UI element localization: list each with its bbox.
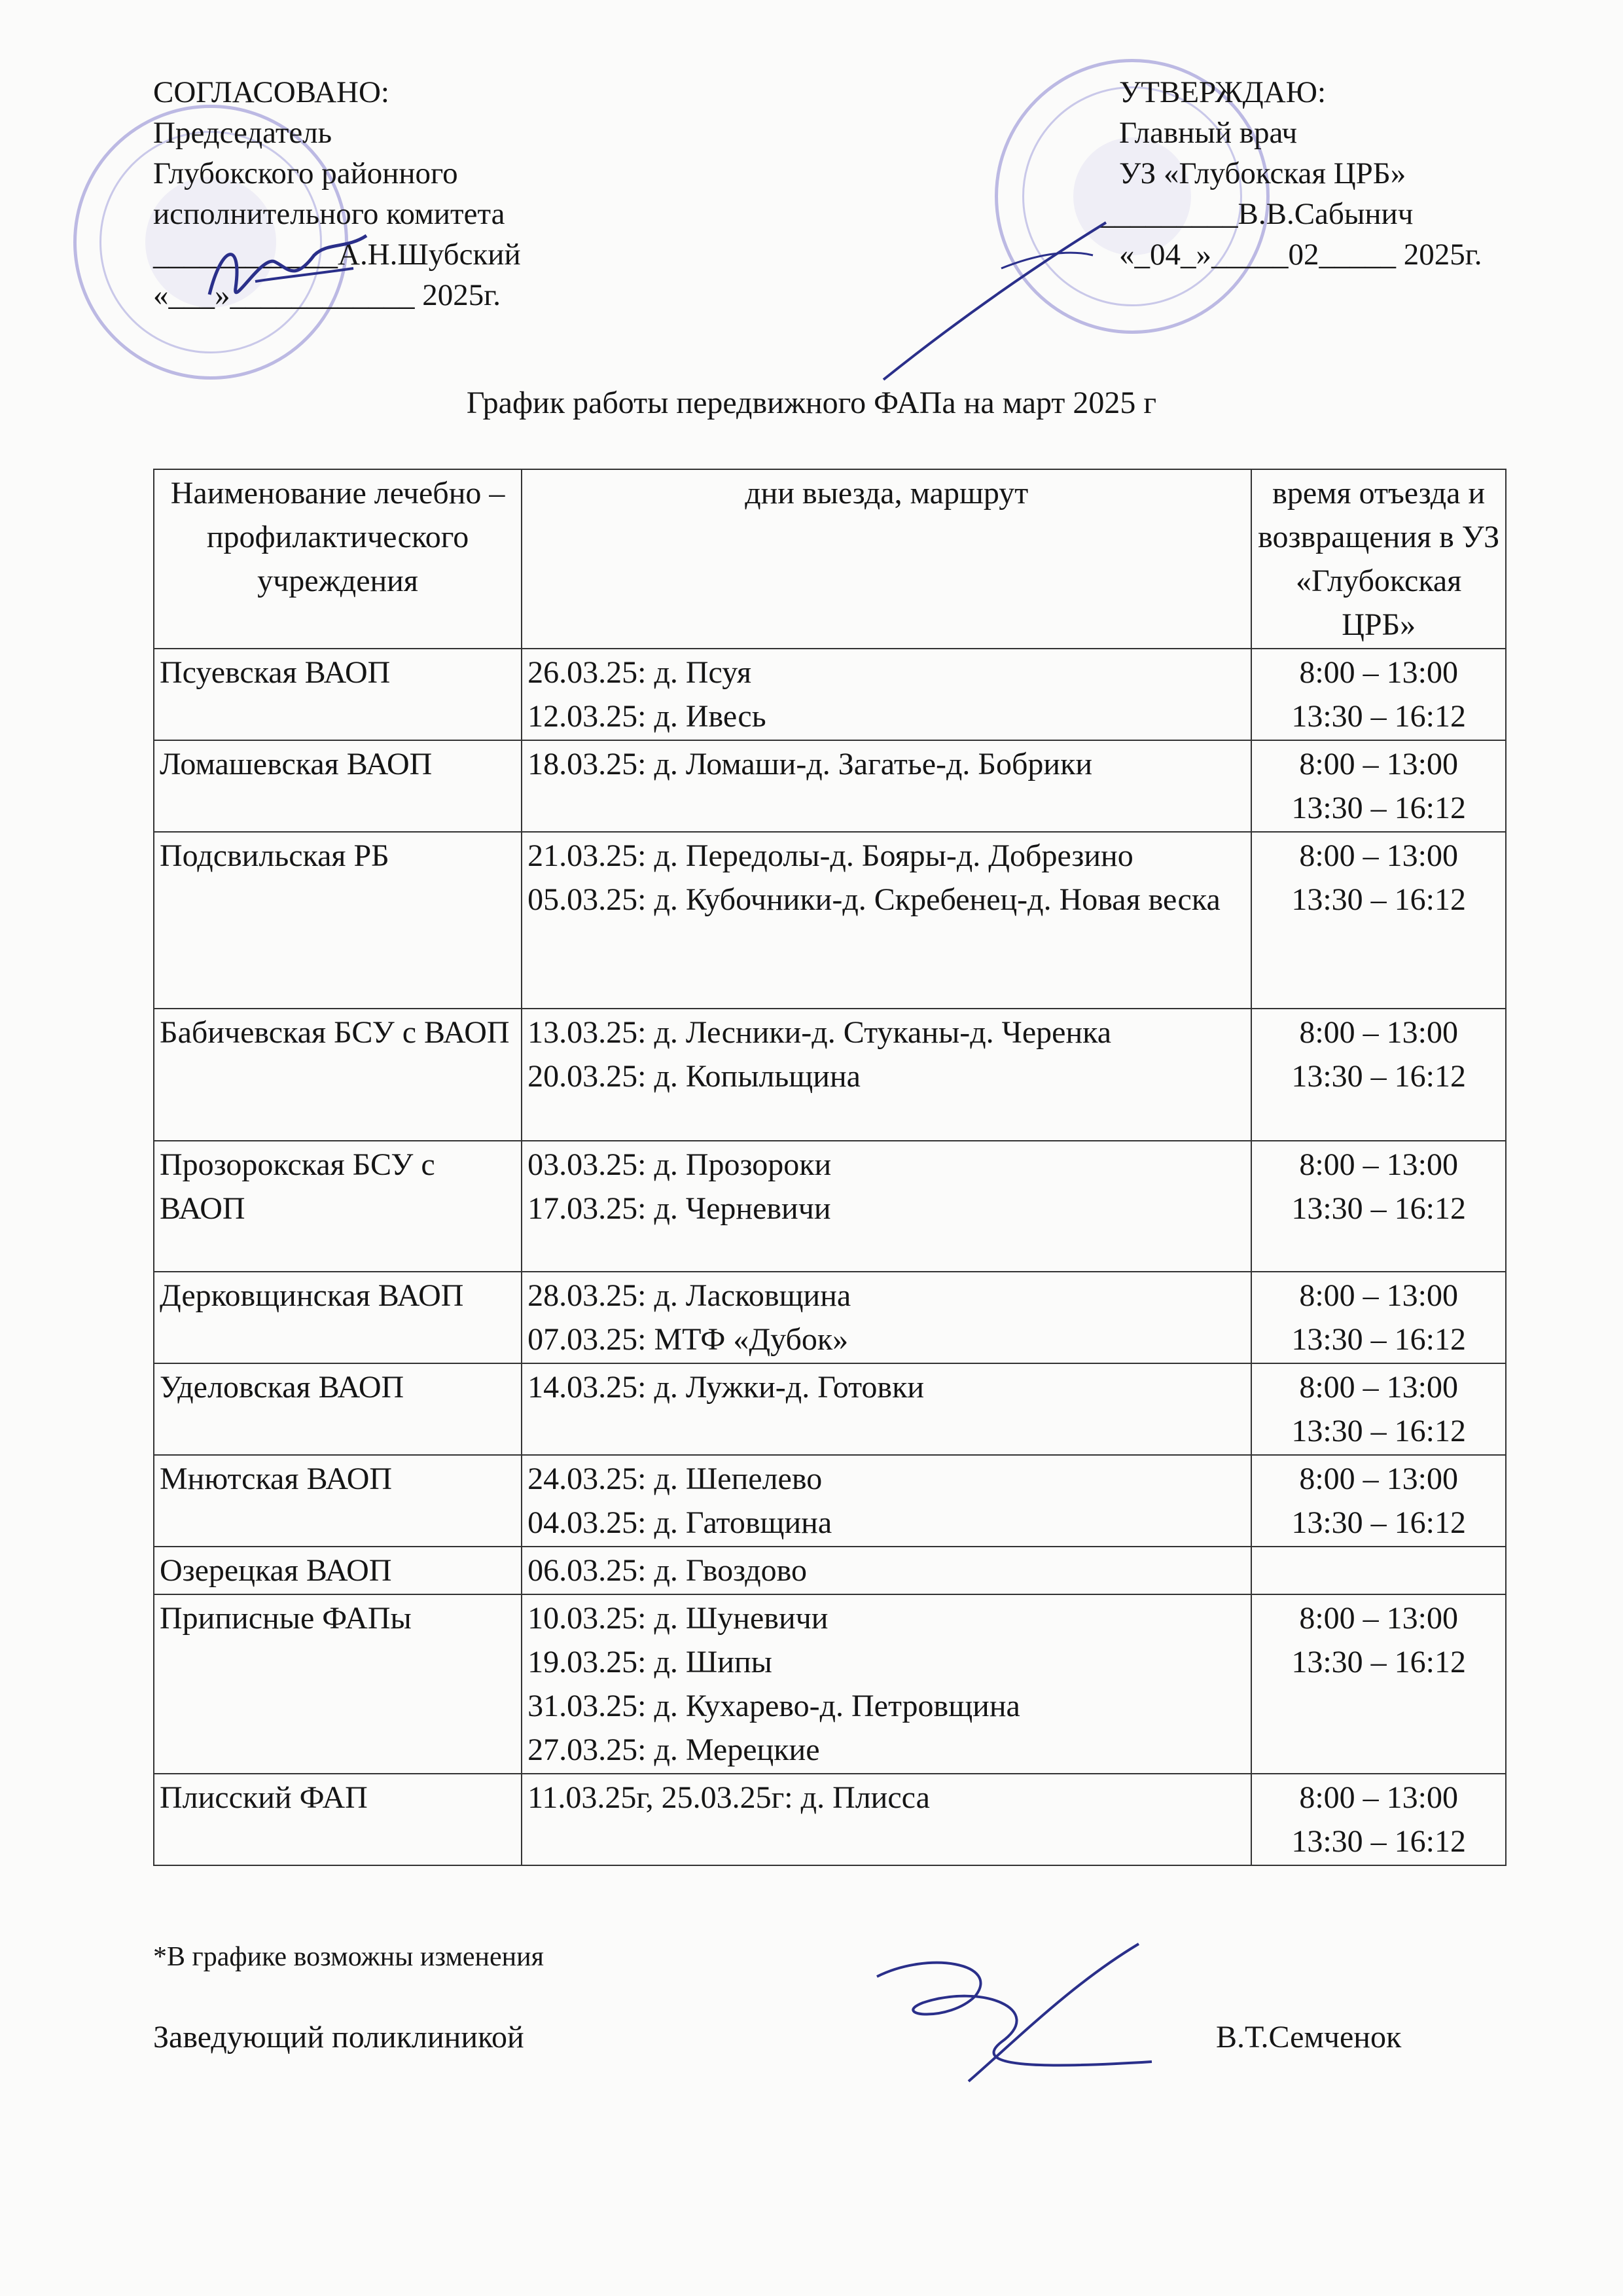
route-line: 06.03.25: д. Гвоздово <box>527 1553 807 1588</box>
time-line: 13:30 – 16:12 <box>1291 1191 1466 1226</box>
route-cell <box>522 832 1251 1009</box>
footer-signature-image <box>851 1937 1165 2094</box>
route-line: 11.03.25г, 25.03.25г: д. Плисса <box>527 1780 930 1815</box>
table-row <box>154 832 1506 1009</box>
approval-right-line: УЗ «Глубокская ЦРБ» <box>1119 156 1406 190</box>
time-line: 8:00 – 13:00 <box>1299 747 1458 781</box>
time-line: 13:30 – 16:12 <box>1291 1824 1466 1859</box>
approval-left-line: исполнительного комитета <box>153 197 505 231</box>
institution-cell: Плисский ФАП <box>154 1774 522 1865</box>
time-cell <box>1251 1547 1506 1594</box>
table-row <box>154 1594 1506 1774</box>
time-line: 8:00 – 13:00 <box>1299 1601 1458 1636</box>
time-cell <box>1251 1141 1506 1272</box>
table-row <box>154 1009 1506 1141</box>
approval-left-heading: СОГЛАСОВАНО: <box>153 75 389 109</box>
route-line: 19.03.25: д. Шипы <box>527 1645 772 1679</box>
route-line: 28.03.25: д. Ласковщина <box>527 1278 851 1313</box>
time-line: 13:30 – 16:12 <box>1291 882 1466 917</box>
approval-right-signature-line: _________В.В.Сабынич <box>1099 197 1414 231</box>
footnote: *В графике возможны изменения <box>153 1942 544 1972</box>
route-cell <box>522 1774 1251 1865</box>
time-line: 13:30 – 16:12 <box>1291 699 1466 734</box>
time-cell <box>1251 1363 1506 1455</box>
table-row <box>154 740 1506 832</box>
route-line: 27.03.25: д. Мерецкие <box>527 1732 820 1767</box>
time-line: 8:00 – 13:00 <box>1299 1147 1458 1182</box>
document-title: График работы передвижного ФАПа на март 2025 г <box>466 386 1157 420</box>
table-header-row <box>154 469 1506 649</box>
route-line: 03.03.25: д. Прозороки <box>527 1147 832 1182</box>
time-line: 13:30 – 16:12 <box>1291 1645 1466 1679</box>
approval-right-date-line: «_04_»_____02_____ 2025г. <box>1119 238 1482 272</box>
time-cell <box>1251 740 1506 832</box>
route-cell <box>522 1009 1251 1141</box>
time-cell <box>1251 1774 1506 1865</box>
route-cell <box>522 1141 1251 1272</box>
route-line: 24.03.25: д. Шепелево <box>527 1462 823 1496</box>
institution-cell: Псуевская ВАОП <box>154 649 522 740</box>
time-line: 8:00 – 13:00 <box>1299 655 1458 690</box>
time-cell <box>1251 832 1506 1009</box>
time-line: 13:30 – 16:12 <box>1291 1505 1466 1540</box>
header-institution: Наименование лечебно – профилактического учреждения <box>154 469 522 649</box>
footer-position: Заведующий поликлиникой <box>153 2020 524 2054</box>
route-line: 21.03.25: д. Передолы-д. Бояры-д. Добрезино <box>527 838 1133 873</box>
route-line: 10.03.25: д. Шуневичи <box>527 1601 829 1636</box>
institution-cell: Мнютская ВАОП <box>154 1455 522 1547</box>
institution-cell: Ломашевская ВАОП <box>154 740 522 832</box>
time-cell <box>1251 1272 1506 1363</box>
time-cell <box>1251 649 1506 740</box>
time-line: 8:00 – 13:00 <box>1299 1370 1458 1405</box>
route-cell <box>522 1363 1251 1455</box>
institution-cell: Уделовская ВАОП <box>154 1363 522 1455</box>
route-line: 20.03.25: д. Копыльщина <box>527 1059 861 1094</box>
route-cell <box>522 1547 1251 1594</box>
route-line: 18.03.25: д. Ломаши-д. Загатье-д. Бобрики <box>527 747 1093 781</box>
time-line: 8:00 – 13:00 <box>1299 1278 1458 1313</box>
route-line: 17.03.25: д. Черневичи <box>527 1191 831 1226</box>
institution-cell: Бабичевская БСУ с ВАОП <box>154 1009 522 1141</box>
right-signature-image <box>870 216 1119 393</box>
footer-name: В.Т.Семченок <box>1216 2020 1402 2054</box>
approval-left-line: Глубокского районного <box>153 156 458 190</box>
time-line: 13:30 – 16:12 <box>1291 1322 1466 1357</box>
route-cell <box>522 740 1251 832</box>
time-line: 8:00 – 13:00 <box>1299 1462 1458 1496</box>
approval-left-signature-line: ____________А.Н.Шубский <box>153 238 521 272</box>
route-line: 13.03.25: д. Лесники-д. Стуканы-д. Черенка <box>527 1015 1112 1050</box>
table-row <box>154 1141 1506 1272</box>
header-time: время отъезда и возвращения в УЗ «Глубокская ЦРБ» <box>1251 469 1506 649</box>
institution-cell: Озерецкая ВАОП <box>154 1547 522 1594</box>
approval-left-line: Председатель <box>153 116 332 150</box>
time-line: 13:30 – 16:12 <box>1291 1414 1466 1448</box>
table-row <box>154 1272 1506 1363</box>
route-cell <box>522 649 1251 740</box>
table-row <box>154 1455 1506 1547</box>
time-line: 8:00 – 13:00 <box>1299 1015 1458 1050</box>
institution-cell: Прозорокская БСУ с ВАОП <box>154 1141 522 1272</box>
route-line: 14.03.25: д. Лужки-д. Готовки <box>527 1370 925 1405</box>
schedule-table <box>153 469 1507 1866</box>
time-line: 8:00 – 13:00 <box>1299 1780 1458 1815</box>
approval-left-date-line: «___»____________ 2025г. <box>153 278 501 312</box>
institution-cell: Приписные ФАПы <box>154 1594 522 1774</box>
table-row <box>154 1547 1506 1594</box>
route-line: 12.03.25: д. Ивесь <box>527 699 766 734</box>
route-line: 04.03.25: д. Гатовщина <box>527 1505 832 1540</box>
institution-cell: Подсвильская РБ <box>154 832 522 1009</box>
route-cell <box>522 1272 1251 1363</box>
time-cell <box>1251 1455 1506 1547</box>
route-cell <box>522 1455 1251 1547</box>
route-line: 26.03.25: д. Псуя <box>527 655 752 690</box>
route-line: 07.03.25: МТФ «Дубок» <box>527 1322 849 1357</box>
institution-cell: Дерковщинская ВАОП <box>154 1272 522 1363</box>
header-dates-route: дни выезда, маршрут <box>522 469 1251 649</box>
approval-right-block <box>1060 72 1544 275</box>
left-signature-image <box>196 216 380 314</box>
route-line: 05.03.25: д. Кубочники-д. Скребенец-д. Новая веска <box>527 882 1221 917</box>
approval-right-line: Главный врач <box>1119 116 1298 150</box>
time-line: 13:30 – 16:12 <box>1291 791 1466 825</box>
time-cell <box>1251 1594 1506 1774</box>
table-row <box>154 1774 1506 1865</box>
time-line: 8:00 – 13:00 <box>1299 838 1458 873</box>
table-row <box>154 1363 1506 1455</box>
time-cell <box>1251 1009 1506 1141</box>
route-cell <box>522 1594 1251 1774</box>
route-line: 31.03.25: д. Кухарево-д. Петровщина <box>527 1689 1020 1723</box>
approval-right-heading: УТВЕРЖДАЮ: <box>1119 75 1327 109</box>
time-line: 13:30 – 16:12 <box>1291 1059 1466 1094</box>
schedule-table-body <box>154 649 1506 1865</box>
table-row <box>154 649 1506 740</box>
